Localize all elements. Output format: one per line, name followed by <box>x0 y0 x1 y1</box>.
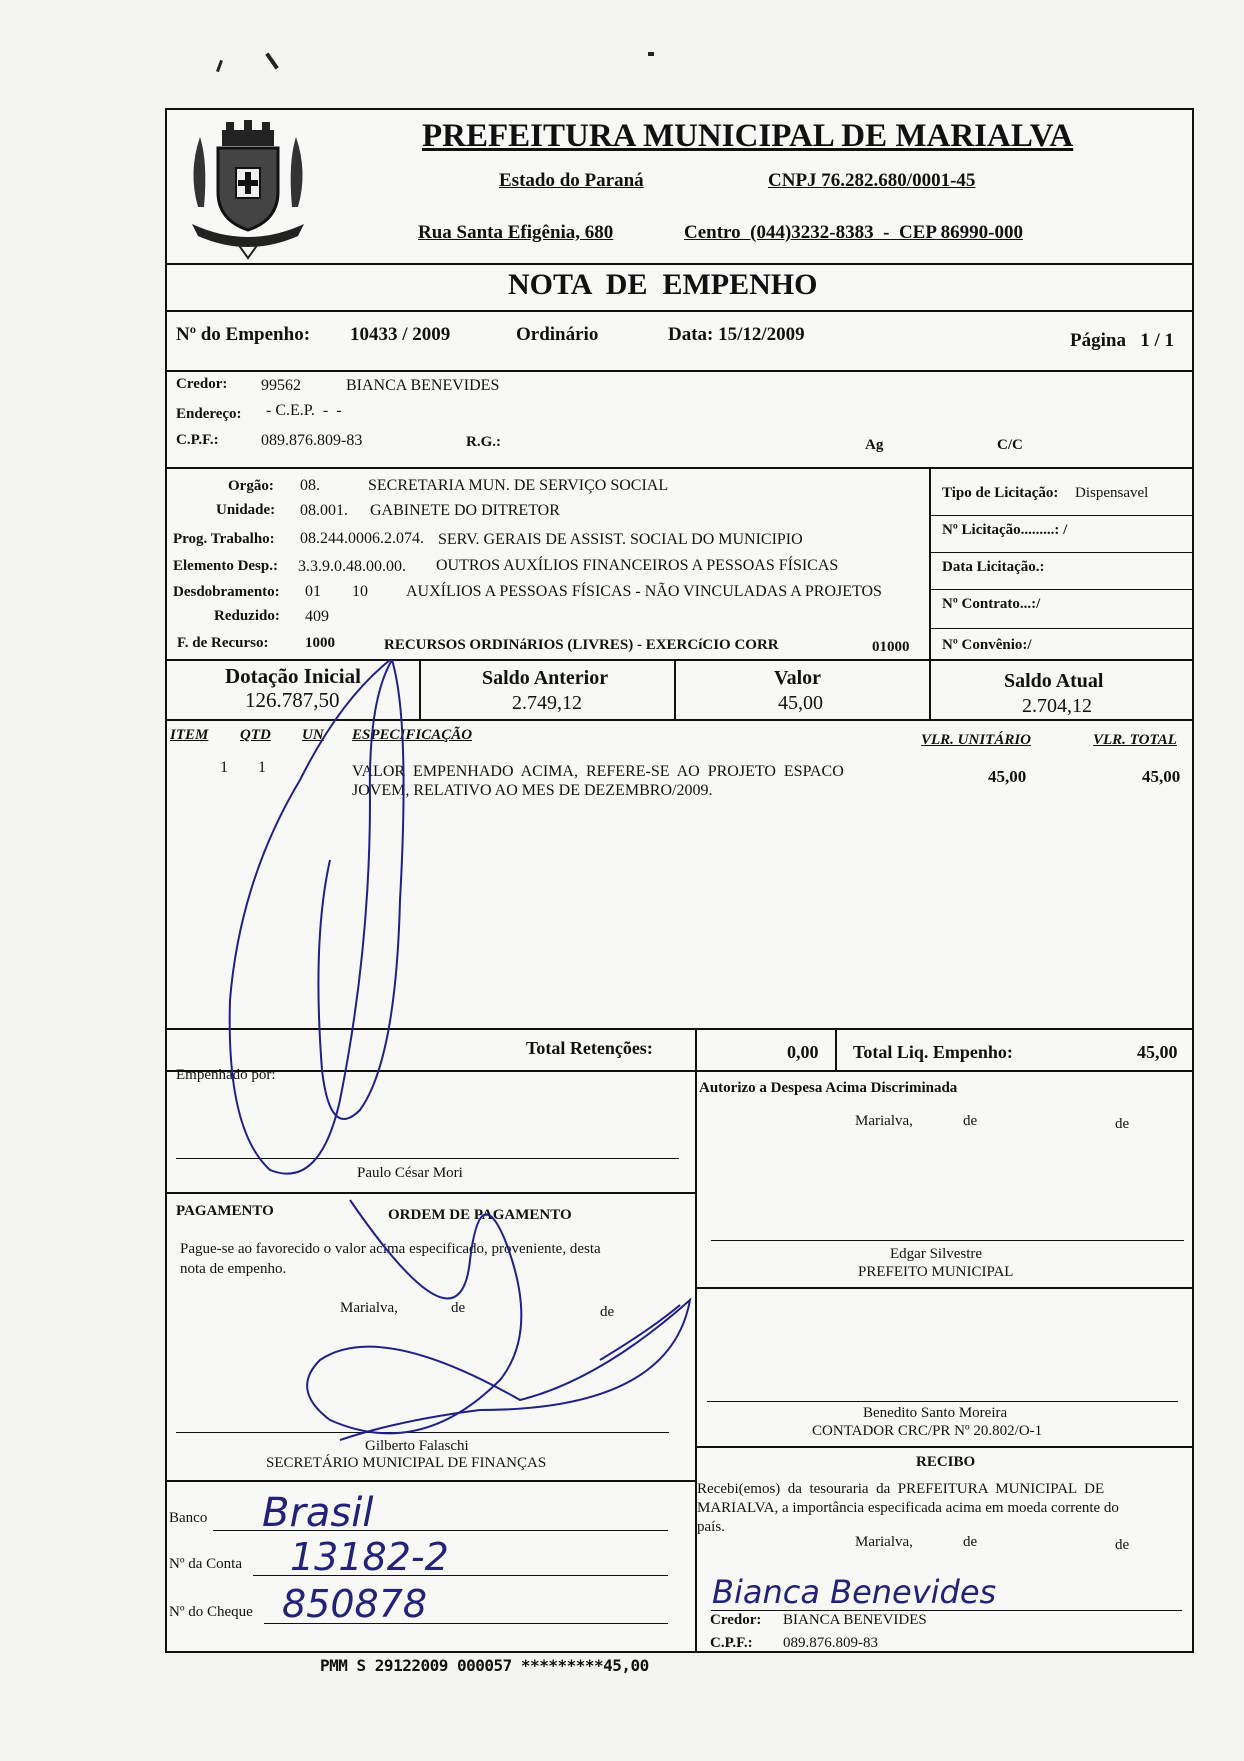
desdobramento-code2: 10 <box>352 583 368 600</box>
valor-label: Valor <box>774 667 822 689</box>
item-qtd: 1 <box>258 759 266 776</box>
banco-handwritten: Brasil <box>262 1490 374 1536</box>
cheque-label: Nº do Cheque <box>169 1604 253 1620</box>
autorizo-label: Autorizo a Despesa Acima Discriminada <box>699 1080 958 1096</box>
pagamento-de-2: de <box>600 1304 615 1320</box>
col-vlr-unitario: VLR. UNITÁRIO <box>921 732 1032 748</box>
orgao-name: SECRETARIA MUN. DE SERVIÇO SOCIAL <box>368 477 669 494</box>
conta-handwritten: 13182-2 <box>290 1535 449 1579</box>
col-vlr-total: VLR. TOTAL <box>1093 732 1177 748</box>
cpf-label: C.P.F.: <box>176 432 219 448</box>
licitacao-date: Data Licitação.: <box>942 559 1045 575</box>
item-desc-line1: VALOR EMPENHADO ACIMA, REFERE-SE AO PROJETO ESPACO <box>352 763 844 780</box>
licitacao-number: Nº Licitação.........: / <box>942 522 1068 538</box>
pagamento-texto-line1: Pague-se ao favorecido o valor acima especificado, proveniente, desta <box>180 1241 601 1257</box>
footer-print-code: PMM S 29122009 000057 *********45,00 <box>320 1656 649 1675</box>
valor-value: 45,00 <box>778 692 823 714</box>
col-un: UN <box>302 727 324 743</box>
item-unit-value: 45,00 <box>988 767 1027 786</box>
recurso-name: RECURSOS ORDINáRIOS (LIVRES) - EXERCíCIO CORR <box>384 637 779 653</box>
recibo-de-2: de <box>1115 1537 1130 1553</box>
desdobramento-name: AUXÍLIOS A PESSOAS FÍSICAS - NÃO VINCULADAS A PROJETOS <box>406 583 882 600</box>
recibo-cpf-value: 089.876.809-83 <box>783 1635 878 1651</box>
secretario-name: Gilberto Falaschi <box>365 1438 469 1454</box>
prog-trabalho-label: Prog. Trabalho: <box>173 531 275 547</box>
item-desc-line2: JOVEM, RELATIVO AO MES DE DEZEMBRO/2009. <box>352 782 713 799</box>
unidade-code: 08.001. <box>300 502 348 519</box>
endereco-value: - C.E.P. - - <box>266 402 342 419</box>
document-title: NOTA DE EMPENHO <box>508 268 818 301</box>
dotacao-inicial-label: Dotação Inicial <box>225 664 361 688</box>
reduzido-label: Reduzido: <box>214 608 280 624</box>
pagamento-de-1: de <box>451 1300 466 1316</box>
tipo-licitacao-value: Dispensavel <box>1075 485 1149 501</box>
rg-label: R.G.: <box>466 434 501 450</box>
cnpj: CNPJ 76.282.680/0001-45 <box>768 170 976 191</box>
credor-name: BIANCA BENEVIDES <box>346 377 500 394</box>
recibo-local: Marialva, <box>855 1534 913 1550</box>
orgao-code: 08. <box>300 477 320 494</box>
desdobramento-code1: 01 <box>305 583 321 600</box>
prefeito-cargo: PREFEITO MUNICIPAL <box>858 1264 1014 1280</box>
total-retencoes-label: Total Retenções: <box>526 1038 653 1058</box>
total-retencoes-value: 0,00 <box>787 1042 819 1062</box>
empenho-number-label: Nº do Empenho: <box>176 324 311 345</box>
prefeitura-title: PREFEITURA MUNICIPAL DE MARIALVA <box>422 118 1074 154</box>
saldo-anterior-label: Saldo Anterior <box>482 667 609 689</box>
endereco-label: Endereço: <box>176 406 242 422</box>
street-address: Rua Santa Efigênia, 680 <box>418 222 614 243</box>
unidade-name: GABINETE DO DITRETOR <box>370 502 560 519</box>
empenhado-por-label: Empenhado por: <box>176 1067 276 1083</box>
recibo-de-1: de <box>963 1534 978 1550</box>
pagamento-local: Marialva, <box>340 1300 398 1316</box>
convenio-number: Nº Convênio:/ <box>942 637 1032 653</box>
saldo-atual-value: 2.704,12 <box>1022 695 1092 717</box>
contador-cargo: CONTADOR CRC/PR Nº 20.802/O-1 <box>812 1423 1043 1439</box>
address-contact: Centro (044)3232-8383 - CEP 86990-000 <box>684 222 1023 243</box>
prog-trabalho-name: SERV. GERAIS DE ASSIST. SOCIAL DO MUNICIPIO <box>438 531 803 548</box>
elemento-label: Elemento Desp.: <box>173 558 278 574</box>
saldo-atual-label: Saldo Atual <box>1004 670 1104 692</box>
empenho-number: 10433 / 2009 <box>350 324 451 345</box>
recibo-texto-line3: país. <box>697 1519 725 1535</box>
empenhado-por-name: Paulo César Mori <box>357 1165 463 1181</box>
pagamento-label: PAGAMENTO <box>176 1203 274 1219</box>
orgao-label: Orgão: <box>228 478 274 494</box>
autorizo-de-1: de <box>963 1113 978 1129</box>
page-number: Página 1 / 1 <box>1070 330 1174 351</box>
conta-label: Nº da Conta <box>169 1556 242 1572</box>
total-liq-label: Total Liq. Empenho: <box>853 1042 1013 1062</box>
agencia-label: Ag <box>865 437 884 453</box>
credor-label: Credor: <box>176 376 228 392</box>
tipo-licitacao-label: Tipo de Licitação: <box>942 485 1059 501</box>
prefeito-name: Edgar Silvestre <box>890 1246 983 1262</box>
recibo-title: RECIBO <box>916 1454 976 1470</box>
unidade-label: Unidade: <box>216 502 276 518</box>
total-liq-value: 45,00 <box>1137 1042 1178 1062</box>
recurso-label: F. de Recurso: <box>177 635 269 651</box>
credor-signature: Bianca Benevides <box>712 1573 997 1611</box>
cheque-handwritten: 850878 <box>282 1582 428 1626</box>
reduzido-code: 409 <box>305 608 329 625</box>
secretario-cargo: SECRETÁRIO MUNICIPAL DE FINANÇAS <box>266 1455 547 1471</box>
empenho-date: Data: 15/12/2009 <box>668 324 805 345</box>
recurso-code: 1000 <box>305 635 335 651</box>
elemento-name: OUTROS AUXÍLIOS FINANCEIROS A PESSOAS FÍSICAS <box>436 557 839 574</box>
dotacao-inicial-value: 126.787,50 <box>245 688 340 712</box>
conta-corrente-label: C/C <box>997 437 1023 453</box>
col-item: ITEM <box>170 727 209 743</box>
banco-label: Banco <box>169 1510 208 1526</box>
col-especificacao: ESPECIFICAÇÃO <box>352 727 473 743</box>
contador-name: Benedito Santo Moreira <box>863 1405 1008 1421</box>
autorizo-local: Marialva, <box>855 1113 913 1129</box>
item-total-value: 45,00 <box>1142 767 1181 786</box>
item-number: 1 <box>220 759 228 776</box>
autorizo-de-2: de <box>1115 1116 1130 1132</box>
empenho-type: Ordinário <box>516 324 599 345</box>
recurso-code2: 01000 <box>872 639 910 655</box>
elemento-code: 3.3.9.0.48.00.00. <box>298 558 406 575</box>
recibo-texto-line2: MARIALVA, a importância especificada acima em moeda corrente do <box>697 1500 1119 1516</box>
prog-trabalho-code: 08.244.0006.2.074. <box>300 530 424 547</box>
ordem-pagamento-label: ORDEM DE PAGAMENTO <box>388 1207 572 1223</box>
desdobramento-label: Desdobramento: <box>173 584 280 600</box>
recibo-texto-line1: Recebi(emos) da tesouraria da PREFEITURA MUNICIPAL DE <box>697 1481 1105 1497</box>
cpf-value: 089.876.809-83 <box>261 432 363 449</box>
recibo-cpf-label: C.P.F.: <box>710 1635 753 1651</box>
recibo-credor-name: BIANCA BENEVIDES <box>783 1612 927 1628</box>
recibo-credor-label: Credor: <box>710 1612 762 1628</box>
col-qtd: QTD <box>240 727 271 743</box>
contrato-number: Nº Contrato...:/ <box>942 596 1041 612</box>
state-name: Estado do Paraná <box>499 170 644 191</box>
saldo-anterior-value: 2.749,12 <box>512 692 582 714</box>
pagamento-texto-line2: nota de empenho. <box>180 1261 287 1277</box>
credor-code: 99562 <box>261 377 301 394</box>
